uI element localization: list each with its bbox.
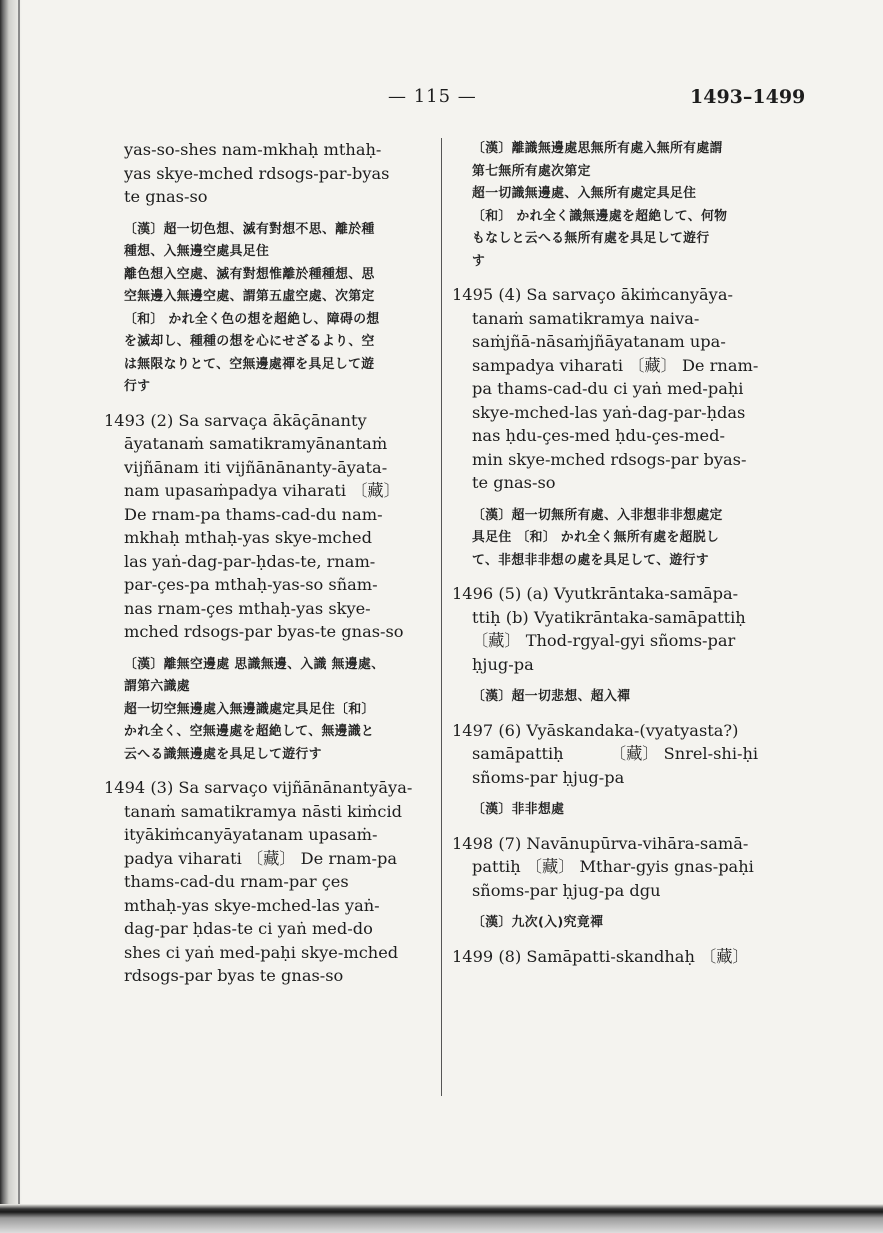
text-line: rdsogs-par byas te gnas-so bbox=[124, 966, 344, 985]
text-line: samāpattiḥ 〔藏〕 Snrel-shi-ḥi bbox=[472, 744, 759, 763]
japanese-translation-line: 行す bbox=[124, 379, 151, 394]
column-divider bbox=[441, 138, 442, 1096]
japanese-translation-line: もなしと云へる無所有處を具足して遊行 bbox=[472, 231, 710, 246]
text-line: mthaḥ-yas skye-mched-las yaṅ- bbox=[124, 895, 380, 915]
text-line: min skye-mched rdsogs-par byas- bbox=[472, 449, 747, 469]
text-line: mched rdsogs-par byas-te gnas-so bbox=[124, 622, 404, 641]
text-line: thams-cad-du rnam-par çes bbox=[124, 872, 349, 891]
chinese-translation-line: 種想、入無邊空處具足住 bbox=[124, 244, 270, 259]
text-line: saṁjñā-nāsaṁjñāyatanam upa- bbox=[472, 332, 726, 351]
entry-heading-1498: 1498 (7) Navānupūrva-vihāra-samā- bbox=[452, 833, 749, 853]
text-line: yas skye-mched rdsogs-par-byas bbox=[124, 163, 390, 183]
japanese-translation-line: 〔和〕 かれ全く色の想を超絶し、障碍の想 bbox=[124, 311, 380, 327]
page-number: — 115 — bbox=[388, 86, 477, 107]
chinese-translation-line: 〔漢〕超一切色想、滅有對想不思、離於種 bbox=[124, 221, 375, 237]
chinese-translation-line: 超一切識無邊處、入無所有處定具足住 bbox=[472, 186, 697, 201]
japanese-translation-line: を滅却し、種種の想を心にせざるより、空 bbox=[124, 334, 375, 349]
chinese-translation-line: 〔漢〕超一切悲想、超入禪 bbox=[472, 689, 631, 704]
chinese-translation-line: 空無邊入無邊空處、謂第五虛空處、次第定 bbox=[124, 289, 375, 304]
text-line: vijñānam iti vijñānānanty-āyata- bbox=[124, 457, 388, 477]
text-line: dag-par ḥdas-te ci yaṅ med-do bbox=[124, 919, 373, 938]
scan-left-binding-line bbox=[18, 0, 20, 1233]
text-line: te gnas-so bbox=[472, 473, 556, 492]
text-line: sñoms-par ḥjug-pa bbox=[472, 767, 625, 787]
text-line: nas ḥdu-çes-med ḥdu-çes-med- bbox=[472, 426, 725, 445]
page-header bbox=[0, 86, 883, 116]
entry-heading-1494: 1494 (3) Sa sarvaço vijñānānantyāya- bbox=[104, 778, 413, 797]
right-column bbox=[452, 138, 782, 968]
text-line: ttiḥ (b) Vyatikrāntaka-samāpattiḥ bbox=[472, 607, 746, 627]
japanese-translation-line: 〔和〕 かれ全く識無邊處を超絶して、何物 bbox=[472, 208, 728, 224]
chinese-translation-line: 〔漢〕非非想處 bbox=[472, 802, 565, 817]
text-line: shes ci yaṅ med-paḥi skye-mched bbox=[124, 942, 399, 962]
entry-heading-1499: 1499 (8) Samāpatti-skandhaḥ 〔藏〕 bbox=[452, 946, 749, 966]
text-line: ḥjug-pa bbox=[472, 654, 534, 674]
text-line: 〔藏〕 Thod-rgyal-gyi sñoms-par bbox=[472, 631, 736, 650]
scan-bottom-edge bbox=[0, 1204, 883, 1233]
chinese-translation-line: 〔漢〕超一切無所有處、入非想非非想處定 bbox=[472, 507, 723, 523]
text-line: par-çes-pa mthaḥ-yas-so sñam- bbox=[124, 575, 378, 594]
text-line: sñoms-par ḥjug-pa dgu bbox=[472, 880, 661, 900]
text-line: pattiḥ 〔藏〕 Mthar-gyis gnas-paḥi bbox=[472, 857, 754, 876]
text-line: sampadya viharati 〔藏〕 De rnam- bbox=[472, 355, 759, 375]
chinese-translation-line: 超一切空無邊處入無邊識處定具足住〔和〕 bbox=[124, 701, 375, 717]
chinese-translation-line: 第七無所有處次第定 bbox=[472, 163, 591, 179]
japanese-translation-line: 具足住 〔和〕 かれ全く無所有處を超脱し bbox=[472, 530, 720, 545]
text-line: te gnas-so bbox=[124, 187, 208, 206]
japanese-translation-line: す bbox=[472, 253, 486, 269]
chinese-translation-line: 離色想入空處、滅有對想惟離於種種想、思 bbox=[124, 266, 375, 282]
text-line: yas-so-shes nam-mkhaḥ mthaḥ- bbox=[124, 140, 382, 159]
text-line: mkhaḥ mthaḥ-yas skye-mched bbox=[124, 528, 372, 547]
entry-heading-1497: 1497 (6) Vyāskandaka-(vyatyasta?) bbox=[452, 720, 739, 740]
text-line: nas rnam-çes mthaḥ-yas skye- bbox=[124, 598, 371, 618]
text-line: tanaṁ samatikramya naiva- bbox=[472, 308, 700, 328]
text-line: nam upasaṁpadya viharati 〔藏〕 bbox=[124, 481, 400, 500]
entry-heading-1493: 1493 (2) Sa sarvaça ākāçānanty bbox=[104, 410, 367, 430]
chinese-translation-line: 〔漢〕離無空邊處 思識無邊、入識 無邊處、 bbox=[124, 656, 385, 672]
text-line: De rnam-pa thams-cad-du nam- bbox=[124, 504, 383, 524]
entry-heading-1496: 1496 (5) (a) Vyutkrāntaka-samāpa- bbox=[452, 584, 739, 603]
text-line: padya viharati 〔藏〕 De rnam-pa bbox=[124, 848, 397, 868]
entry-range: 1493–1499 bbox=[690, 86, 806, 108]
japanese-translation-line: は無限なりとて、空無邊處禪を具足して遊 bbox=[124, 356, 375, 372]
text-line: pa thams-cad-du ci yaṅ med-paḥi bbox=[472, 379, 744, 398]
text-line: tanaṁ samatikramya nāsti kiṁcid bbox=[124, 801, 403, 821]
text-line: las yaṅ-dag-par-ḥdas-te, rnam- bbox=[124, 551, 376, 571]
chinese-translation-line: 謂第六識處 bbox=[124, 679, 190, 694]
chinese-translation-line: 〔漢〕九次(入)究竟禪 bbox=[472, 915, 604, 930]
japanese-translation-line: て、非想非非想の處を具足して、遊行す bbox=[472, 552, 710, 568]
text-line: ityākiṁcanyāyatanam upasaṁ- bbox=[124, 825, 378, 844]
japanese-translation-line: 云へる識無邊處を具足して遊行す bbox=[124, 746, 322, 762]
text-line: skye-mched-las yaṅ-dag-par-ḥdas bbox=[472, 402, 746, 422]
text-line: āyatanaṁ samatikramyānantaṁ bbox=[124, 434, 388, 453]
chinese-translation-line: 〔漢〕離識無邊處思無所有處入無所有處謂 bbox=[472, 141, 723, 156]
entry-heading-1495: 1495 (4) Sa sarvaço ākiṁcanyāya- bbox=[452, 285, 733, 304]
left-column bbox=[104, 138, 434, 988]
japanese-translation-line: かれ全く、空無邊處を超絶して、無邊識と bbox=[124, 724, 375, 739]
